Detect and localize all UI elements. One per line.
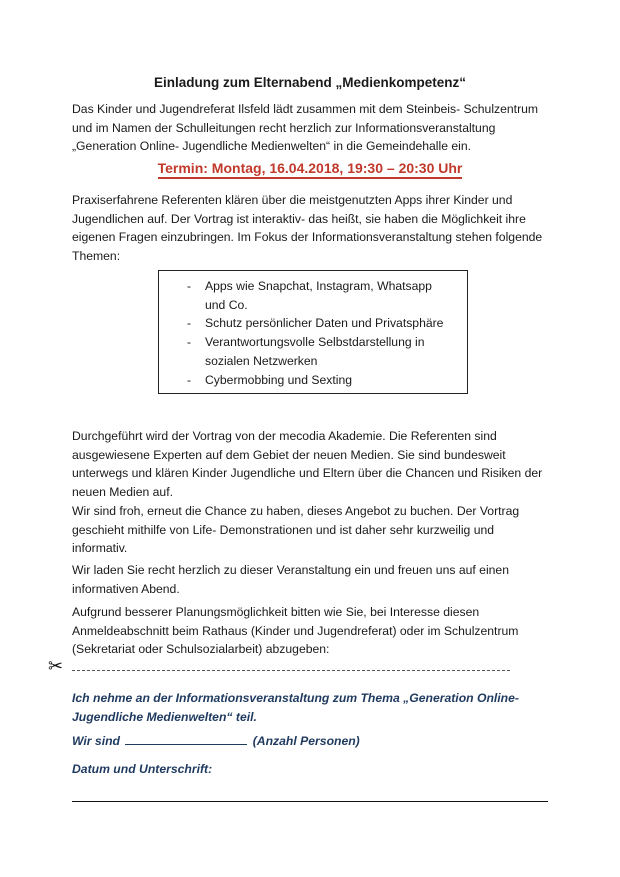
event-date — [0, 160, 620, 176]
event-date-text: Termin: Montag, 16.04.2018, 19:30 – 20:30 Uhr — [158, 160, 463, 179]
topics-box — [158, 270, 468, 394]
demo-paragraph: Wir sind froh, erneut die Chance zu haben, dieses Angebot zu buchen. Der Vortrag geschieht mithilfe von Life- Demonstrationen und ist daher sehr kurzweilig und informativ. — [72, 504, 520, 556]
topic-text: Schutz persönlicher Daten und Privatsphäre — [205, 316, 444, 331]
registration-statement: Ich nehme an der Informationsveranstaltung zum Thema „Generation Online- Jugendliche Medienwelten“ teil. — [72, 691, 519, 724]
signature-line[interactable] — [72, 801, 548, 802]
registration-paragraph: Aufgrund besserer Planungsmöglichkeit bitten wie Sie, bei Interesse diesen Anmeldeabschnitt beim Rathaus (Kinder und Jugendreferat) oder im Schulzentrum (Sekretariat oder Schulsozialarbeit) abzugeben: — [72, 605, 519, 657]
attendee-count-line — [72, 732, 550, 751]
topic-item — [159, 277, 467, 314]
topic-item — [159, 314, 467, 333]
scissors-icon: ✂ — [48, 656, 64, 677]
topic-item — [159, 333, 467, 370]
signature-label: Datum und Unterschrift: — [72, 762, 213, 776]
organizer-paragraph: Durchgeführt wird der Vortrag von der mecodia Akademie. Die Referenten sind ausgewiesene Experten auf dem Gebiet der neuen Medien. Sie sind bundesweit unterwegs und klären Kinder Jugendliche und Eltern über die Chancen und Risiken der neuen Medien auf. — [72, 429, 543, 500]
topic-text: Apps wie Snapchat, Instagram, Whatsapp und Co. — [205, 279, 432, 312]
topic-item — [159, 371, 467, 390]
topic-text: Verantwortungsvolle Selbstdarstellung in sozialen Netzwerken — [205, 335, 425, 368]
page-title: Einladung zum Elternabend „Medienkompetenz“ — [153, 75, 467, 90]
bullet-dash: - — [187, 316, 192, 331]
invitation-paragraph: Wir laden Sie recht herzlich zu dieser Veranstaltung ein und freuen uns auf einen informativen Abend. — [72, 563, 509, 596]
bullet-dash: - — [187, 279, 192, 293]
topics-list — [159, 271, 467, 389]
intro-paragraph: Das Kinder und Jugendreferat Ilsfeld lädt zusammen mit dem Steinbeis- Schulzentrum und im Namen der Schulleitungen recht herzlich zur Informationsveranstaltung „Generation Online- Jugendliche Medienwelten“ in die Gemeindehalle ein. — [72, 102, 539, 154]
topic-text: Cybermobbing und Sexting — [205, 372, 353, 387]
bullet-dash: - — [187, 372, 192, 387]
cut-line — [40, 656, 510, 680]
attendee-count-field[interactable] — [125, 732, 247, 745]
dashed-divider — [72, 670, 510, 671]
attendee-count-prefix: Wir sind — [72, 734, 120, 748]
description-paragraph: Praxiserfahrene Referenten klären über die meistgenutzten Apps ihrer Kinder und Jugendlichen auf. Der Vortrag ist interaktiv- das heißt, sie haben die Möglichkeit ihre eigenen Fragen einzubringen. Im Fokus der Informationsveranstaltung stehen folgende Themen: — [72, 193, 543, 264]
bullet-dash: - — [187, 335, 192, 350]
attendee-count-suffix: (Anzahl Personen) — [252, 734, 360, 748]
